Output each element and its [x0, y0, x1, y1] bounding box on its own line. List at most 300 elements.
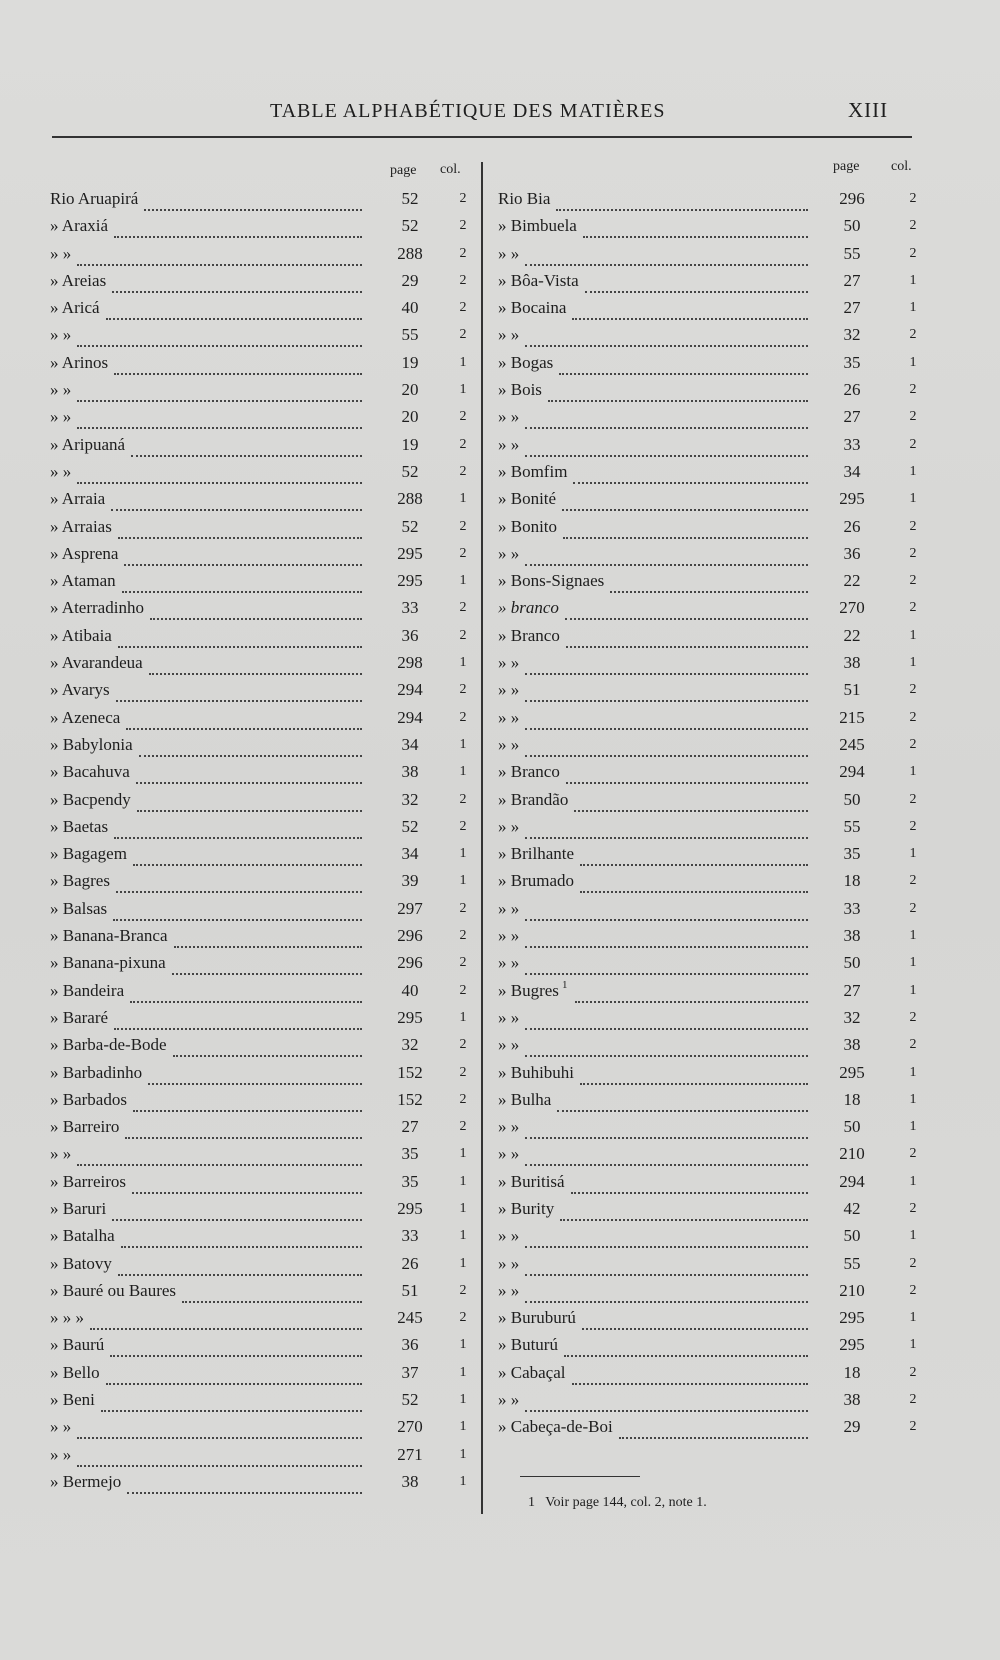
- entry-col: 1: [459, 354, 467, 370]
- entry-term: » »: [498, 1390, 520, 1410]
- index-entry: [0, 817, 1000, 844]
- entry-page: 294: [839, 1171, 865, 1191]
- entry-col: 1: [909, 300, 917, 316]
- index-entry: [0, 1117, 1000, 1144]
- entry-col: 1: [909, 846, 917, 862]
- dot-leader: [525, 1123, 808, 1139]
- entry-col: 1: [459, 1146, 467, 1162]
- entry-col: 1: [459, 1337, 467, 1353]
- entry-term: » »: [498, 325, 520, 345]
- footnote-marker: 1: [562, 978, 568, 991]
- dot-leader: [580, 1069, 808, 1085]
- entry-col: 1: [459, 1392, 467, 1408]
- entry-page: 296: [839, 189, 865, 208]
- entry-term: » Baruri: [50, 1198, 107, 1218]
- dot-leader: [610, 577, 808, 593]
- entry-page: 52: [401, 816, 419, 836]
- entry-term: » »: [50, 380, 72, 400]
- entry-term: » Beni: [50, 1390, 95, 1410]
- entry-page: 32: [401, 1035, 419, 1055]
- entry-page: 33: [401, 598, 419, 618]
- index-entry: [0, 380, 1000, 407]
- index-entry: [0, 462, 1000, 489]
- entry-col: 2: [459, 627, 467, 643]
- dot-leader: [559, 359, 808, 375]
- index-entry: [0, 626, 1000, 653]
- entry-page: 35: [843, 844, 861, 864]
- entry-col: 2: [909, 1364, 917, 1380]
- entry-col: 2: [909, 218, 917, 234]
- dot-leader: [525, 1041, 808, 1057]
- entry-page: 288: [397, 243, 423, 263]
- entry-col: 2: [459, 1037, 467, 1053]
- entry-term: » Buritisá: [498, 1171, 565, 1191]
- entry-col: 2: [459, 709, 467, 725]
- left-page-column-header: page: [390, 163, 417, 178]
- entry-term: » Bonité: [498, 489, 557, 509]
- entry-term: » Barreiros: [50, 1171, 127, 1191]
- dot-leader: [572, 304, 808, 320]
- dot-leader: [525, 659, 808, 675]
- index-entry: [0, 953, 1000, 980]
- entry-term: » Buruburú: [498, 1308, 576, 1328]
- index-entry: [0, 517, 1000, 544]
- entry-col: 2: [909, 545, 917, 561]
- entry-term: » Bomfim: [498, 461, 568, 481]
- entry-term: » »: [50, 325, 72, 345]
- index-entry: [0, 844, 1000, 871]
- entry-term: » Aterradinho: [50, 598, 144, 618]
- entry-col: 2: [459, 327, 467, 343]
- entry-page: 152: [397, 1089, 423, 1109]
- entry-term: » Branco: [498, 762, 560, 782]
- entry-col: 1: [909, 1119, 917, 1135]
- index-entry: [0, 1008, 1000, 1035]
- index-entry: [0, 926, 1000, 953]
- entry-page: 22: [843, 571, 861, 591]
- entry-page: 34: [401, 734, 419, 754]
- entry-col: 1: [909, 982, 917, 998]
- entry-page: 26: [843, 380, 861, 400]
- entry-term: » Bermejo: [50, 1471, 122, 1491]
- index-entry: [0, 1308, 1000, 1335]
- entry-col: 2: [909, 900, 917, 916]
- dot-leader: [580, 877, 808, 893]
- entry-page: 215: [839, 707, 865, 727]
- entry-term: Rio Aruapirá: [50, 189, 139, 208]
- dot-leader: [564, 1341, 808, 1357]
- right-index-column: [0, 189, 1000, 1445]
- entry-page: 295: [397, 543, 423, 563]
- entry-col: 2: [909, 1200, 917, 1216]
- entry-term: » Arraias: [50, 516, 112, 536]
- index-entry: [0, 1172, 1000, 1199]
- entry-col: 1: [459, 1419, 467, 1435]
- entry-page: 52: [401, 189, 419, 208]
- entry-col: 2: [909, 791, 917, 807]
- entry-col: 2: [909, 682, 917, 698]
- entry-col: 1: [459, 1255, 467, 1271]
- entry-col: 2: [459, 409, 467, 425]
- entry-col: 1: [909, 463, 917, 479]
- entry-term: » Bagres: [50, 871, 110, 891]
- entry-page: 38: [843, 1035, 861, 1055]
- entry-page: 55: [843, 243, 861, 263]
- entry-term: » Baetas: [50, 816, 109, 836]
- entry-col: 2: [909, 518, 917, 534]
- entry-term: » »: [498, 653, 520, 673]
- entry-page: 245: [839, 734, 865, 754]
- entry-term: » »: [498, 543, 520, 563]
- entry-col: 1: [459, 736, 467, 752]
- dot-leader: [566, 632, 808, 648]
- dot-leader: [583, 222, 808, 238]
- entry-col: 2: [909, 409, 917, 425]
- entry-page: 29: [843, 1417, 861, 1437]
- dot-leader: [525, 1150, 808, 1166]
- entry-term: » »: [498, 707, 520, 727]
- entry-term: » Barbadinho: [50, 1062, 143, 1082]
- dot-leader: [525, 1260, 808, 1276]
- entry-col: 1: [909, 1173, 917, 1189]
- entry-page: 20: [401, 407, 419, 427]
- entry-term: » Cabaçal: [498, 1362, 566, 1382]
- entry-col: 2: [909, 873, 917, 889]
- entry-page: 19: [401, 352, 419, 372]
- right-col-column-header: col.: [891, 159, 912, 174]
- entry-col: 2: [459, 600, 467, 616]
- dot-leader: [619, 1423, 808, 1439]
- entry-page: 18: [843, 1362, 861, 1382]
- entry-col: 2: [909, 382, 917, 398]
- index-entry: [0, 1472, 481, 1499]
- entry-page: 51: [401, 1280, 419, 1300]
- dot-leader: [525, 959, 808, 975]
- dot-leader: [525, 686, 808, 702]
- entry-col: 1: [459, 1473, 467, 1489]
- entry-col: 2: [459, 436, 467, 452]
- entry-term: » Bons-Signaes: [498, 571, 605, 591]
- entry-page: 37: [401, 1362, 419, 1382]
- entry-col: 1: [909, 764, 917, 780]
- entry-term: » »: [50, 1417, 72, 1437]
- entry-page: 32: [843, 1007, 861, 1027]
- entry-term: » »: [498, 953, 520, 973]
- entry-page: 270: [397, 1417, 423, 1437]
- entry-term: » Barbados: [50, 1089, 127, 1109]
- entry-term: » Arraia: [50, 489, 106, 509]
- entry-col: 1: [459, 764, 467, 780]
- entry-page: 18: [843, 871, 861, 891]
- entry-page: 34: [401, 844, 419, 864]
- entry-term: » Bois: [498, 380, 542, 400]
- entry-term: » »: [498, 243, 520, 263]
- entry-term: » Bauré ou Baures: [50, 1280, 177, 1300]
- index-entry: [0, 298, 1000, 325]
- page-number: XIII: [848, 98, 889, 122]
- entry-col: 1: [909, 928, 917, 944]
- entry-col: 2: [459, 1119, 467, 1135]
- entry-page: 52: [401, 516, 419, 536]
- entry-col: 2: [459, 955, 467, 971]
- entry-term: » Barreiro: [50, 1117, 120, 1137]
- entry-term: » Branco: [498, 625, 560, 645]
- entry-col: 2: [909, 1255, 917, 1271]
- entry-term: » Banana-Branca: [50, 926, 168, 946]
- entry-term: » Batovy: [50, 1253, 112, 1273]
- entry-page: 22: [843, 625, 861, 645]
- dot-leader: [573, 468, 808, 484]
- entry-page: 294: [397, 680, 423, 700]
- entry-page: 38: [401, 1471, 419, 1491]
- entry-col: 2: [459, 791, 467, 807]
- entry-col: 2: [459, 1064, 467, 1080]
- dot-leader: [525, 250, 808, 266]
- entry-col: 1: [459, 1228, 467, 1244]
- dot-leader: [525, 1396, 808, 1412]
- entry-term: » Bulha: [498, 1089, 552, 1109]
- entry-page: 50: [843, 953, 861, 973]
- entry-term: » Bôa-Vista: [498, 270, 579, 290]
- entry-col: 2: [909, 709, 917, 725]
- entry-term: » »: [50, 407, 72, 427]
- entry-col: 2: [459, 545, 467, 561]
- entry-term: » Bararé: [50, 1007, 109, 1027]
- right-page-column-header: page: [833, 159, 860, 174]
- entry-term: » Bacpendy: [50, 789, 131, 809]
- entry-col: 1: [459, 491, 467, 507]
- entry-col: 1: [909, 1337, 917, 1353]
- entry-term: Rio Bia: [498, 189, 551, 208]
- entry-page: 40: [401, 298, 419, 318]
- index-entry: [0, 271, 1000, 298]
- entry-page: 27: [843, 407, 861, 427]
- entry-page: 210: [839, 1144, 865, 1164]
- header-rule: [52, 136, 912, 138]
- entry-term: » »: [498, 680, 520, 700]
- entry-col: 2: [909, 600, 917, 616]
- entry-col: 1: [909, 354, 917, 370]
- entry-page: 35: [843, 352, 861, 372]
- entry-page: 32: [843, 325, 861, 345]
- entry-col: 2: [909, 1037, 917, 1053]
- entry-col: 2: [459, 982, 467, 998]
- dot-leader: [525, 714, 808, 730]
- entry-page: 38: [843, 926, 861, 946]
- index-entry: [0, 708, 1000, 735]
- footnote-rule: [520, 1476, 640, 1477]
- entry-term: » Barba-de-Bode: [50, 1035, 167, 1055]
- entry-term: » Brumado: [498, 871, 575, 891]
- entry-term: » Aricá: [50, 298, 100, 318]
- entry-term: » »: [498, 1280, 520, 1300]
- entry-col: 2: [909, 1392, 917, 1408]
- entry-page: 33: [843, 434, 861, 454]
- dot-leader: [562, 495, 808, 511]
- index-entry: [0, 407, 1000, 434]
- dot-leader: [127, 1478, 362, 1494]
- entry-col: 1: [459, 655, 467, 671]
- entry-page: 270: [839, 598, 865, 618]
- entry-col: 2: [459, 272, 467, 288]
- entry-term: » »: [50, 461, 72, 481]
- entry-page: 271: [397, 1444, 423, 1464]
- entry-col: 2: [909, 327, 917, 343]
- index-entry: [0, 216, 1000, 243]
- entry-col: 2: [459, 191, 467, 206]
- entry-col: 2: [909, 573, 917, 589]
- entry-page: 52: [401, 216, 419, 236]
- entry-term: » »: [498, 898, 520, 918]
- entry-col: 1: [909, 1091, 917, 1107]
- entry-page: 19: [401, 434, 419, 454]
- dot-leader: [571, 1178, 808, 1194]
- entry-col: 1: [459, 846, 467, 862]
- entry-col: 1: [909, 627, 917, 643]
- entry-col: 2: [459, 818, 467, 834]
- entry-term: » Brandão: [498, 789, 569, 809]
- entry-term: » Bandeira: [50, 980, 125, 1000]
- dot-leader: [525, 413, 808, 429]
- entry-page: 55: [843, 1253, 861, 1273]
- dot-leader: [525, 741, 808, 757]
- entry-term: » »: [498, 1035, 520, 1055]
- entry-page: 35: [401, 1144, 419, 1164]
- entry-page: 288: [397, 489, 423, 509]
- entry-term: » »: [50, 1444, 72, 1464]
- entry-term: » Brilhante: [498, 844, 575, 864]
- dot-leader: [560, 1205, 808, 1221]
- index-entry: [0, 1445, 481, 1472]
- entry-page: 295: [397, 1007, 423, 1027]
- left-col-column-header: col.: [440, 162, 461, 177]
- dot-leader: [77, 1451, 362, 1467]
- dot-leader: [525, 905, 808, 921]
- index-entry: [0, 680, 1000, 707]
- dot-leader: [548, 386, 808, 402]
- entry-col: 1: [909, 272, 917, 288]
- entry-term: » Bogas: [498, 352, 554, 372]
- dot-leader: [563, 523, 808, 539]
- entry-page: 296: [397, 926, 423, 946]
- entry-page: 33: [843, 898, 861, 918]
- entry-page: 294: [839, 762, 865, 782]
- entry-col: 1: [909, 1228, 917, 1244]
- index-entry: [0, 899, 1000, 926]
- entry-page: 55: [843, 816, 861, 836]
- entry-term: » Aripuaná: [50, 434, 126, 454]
- entry-page: 295: [839, 489, 865, 509]
- entry-page: 29: [401, 270, 419, 290]
- index-entry: [0, 1226, 1000, 1253]
- index-entry: [0, 325, 1000, 352]
- entry-page: 20: [401, 380, 419, 400]
- entry-page: 38: [843, 653, 861, 673]
- index-entry: [0, 598, 1000, 625]
- dot-leader: [525, 1287, 808, 1303]
- entry-term: » »: [498, 1117, 520, 1137]
- entry-col: 2: [909, 245, 917, 261]
- entry-page: 33: [401, 1226, 419, 1246]
- dot-leader: [525, 1232, 808, 1248]
- entry-page: 55: [401, 325, 419, 345]
- index-entry: [0, 189, 1000, 216]
- entry-term: » Bocaina: [498, 298, 567, 318]
- entry-page: 26: [843, 516, 861, 536]
- entry-term: » Bacahuva: [50, 762, 130, 782]
- entry-term: » Bello: [50, 1362, 100, 1382]
- index-entry: [0, 790, 1000, 817]
- entry-term: » Arinos: [50, 352, 109, 372]
- dot-leader: [556, 195, 808, 211]
- index-entry: [0, 1281, 1000, 1308]
- index-entry: [0, 571, 1000, 598]
- entry-col: 2: [909, 436, 917, 452]
- dot-leader: [580, 850, 808, 866]
- dot-leader: [557, 1096, 808, 1112]
- index-entry: [0, 1335, 1000, 1362]
- entry-page: 295: [839, 1335, 865, 1355]
- entry-col: 2: [459, 300, 467, 316]
- entry-term: » »: [498, 1226, 520, 1246]
- entry-page: 36: [843, 543, 861, 563]
- entry-page: 297: [397, 898, 423, 918]
- entry-page: 35: [401, 1171, 419, 1191]
- index-entry: [0, 244, 1000, 271]
- entry-page: 52: [401, 1390, 419, 1410]
- dot-leader: [565, 604, 808, 620]
- entry-term: » Asprena: [50, 543, 119, 563]
- index-entry: [0, 489, 1000, 516]
- entry-term: » Bagagem: [50, 844, 127, 864]
- dot-leader: [575, 987, 808, 1003]
- dot-leader: [525, 550, 808, 566]
- entry-col: 1: [459, 1009, 467, 1025]
- entry-term: » Buhibuhi: [498, 1062, 575, 1082]
- entry-term: » »: [498, 926, 520, 946]
- entry-page: 298: [397, 653, 423, 673]
- dot-leader: [572, 1369, 808, 1385]
- entry-col: 2: [909, 1009, 917, 1025]
- entry-col: 1: [459, 1364, 467, 1380]
- entry-col: 1: [459, 873, 467, 889]
- index-entry: [0, 1199, 1000, 1226]
- index-entry: [0, 1417, 1000, 1444]
- entry-term: » »: [498, 1144, 520, 1164]
- entry-col: 2: [909, 736, 917, 752]
- entry-col: 2: [909, 1282, 917, 1298]
- entry-term: » Bonito: [498, 516, 558, 536]
- entry-term: » Atibaia: [50, 625, 112, 645]
- entry-term: » »: [498, 816, 520, 836]
- dot-leader: [566, 768, 808, 784]
- entry-term: » Baurú: [50, 1335, 105, 1355]
- entry-page: 39: [401, 871, 419, 891]
- dot-leader: [525, 1014, 808, 1030]
- entry-col: 2: [459, 463, 467, 479]
- entry-term: » Areias: [50, 270, 107, 290]
- entry-term: » Azeneca: [50, 707, 121, 727]
- index-entry: [0, 653, 1000, 680]
- entry-col: 1: [909, 1310, 917, 1326]
- dot-leader: [525, 331, 808, 347]
- entry-col: 2: [459, 1282, 467, 1298]
- entry-term: » » »: [50, 1308, 84, 1328]
- index-entry: [0, 1090, 1000, 1117]
- dot-leader: [582, 1314, 808, 1330]
- dot-leader: [525, 441, 808, 457]
- entry-col: 1: [909, 1064, 917, 1080]
